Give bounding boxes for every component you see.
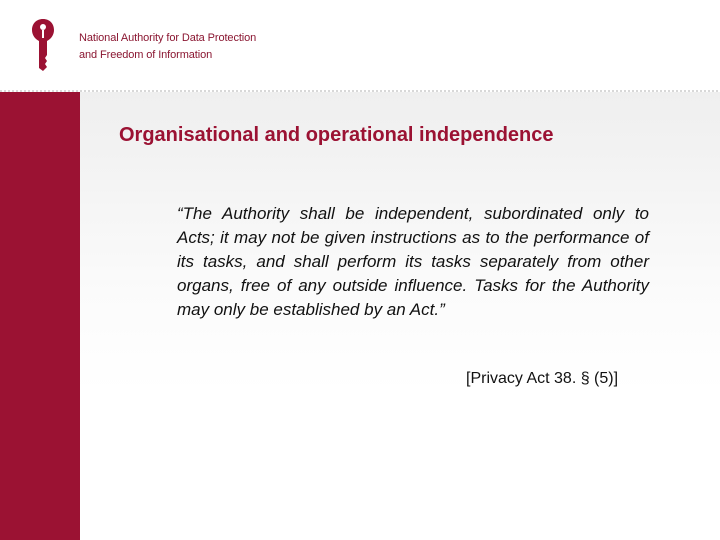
organization-name	[79, 30, 256, 64]
header	[0, 0, 720, 90]
quote-source: [Privacy Act 38. § (5)]	[466, 370, 619, 387]
quote-text: “The Authority shall be independent, subordinated only to Acts; it may not be given instructions as to the performance of its tasks, and shall perform its tasks separately from other organs, free of any outside influence. Tasks for the Authority may only be established by an Act.”	[177, 204, 649, 319]
left-accent-bar	[0, 92, 80, 540]
organization-name-line-1: National Authority for Data Protection	[79, 32, 257, 44]
key-icon	[30, 18, 56, 72]
slide-title: Organisational and operational independence	[119, 124, 554, 146]
organization-name-line-2: and Freedom of Information	[79, 49, 213, 61]
